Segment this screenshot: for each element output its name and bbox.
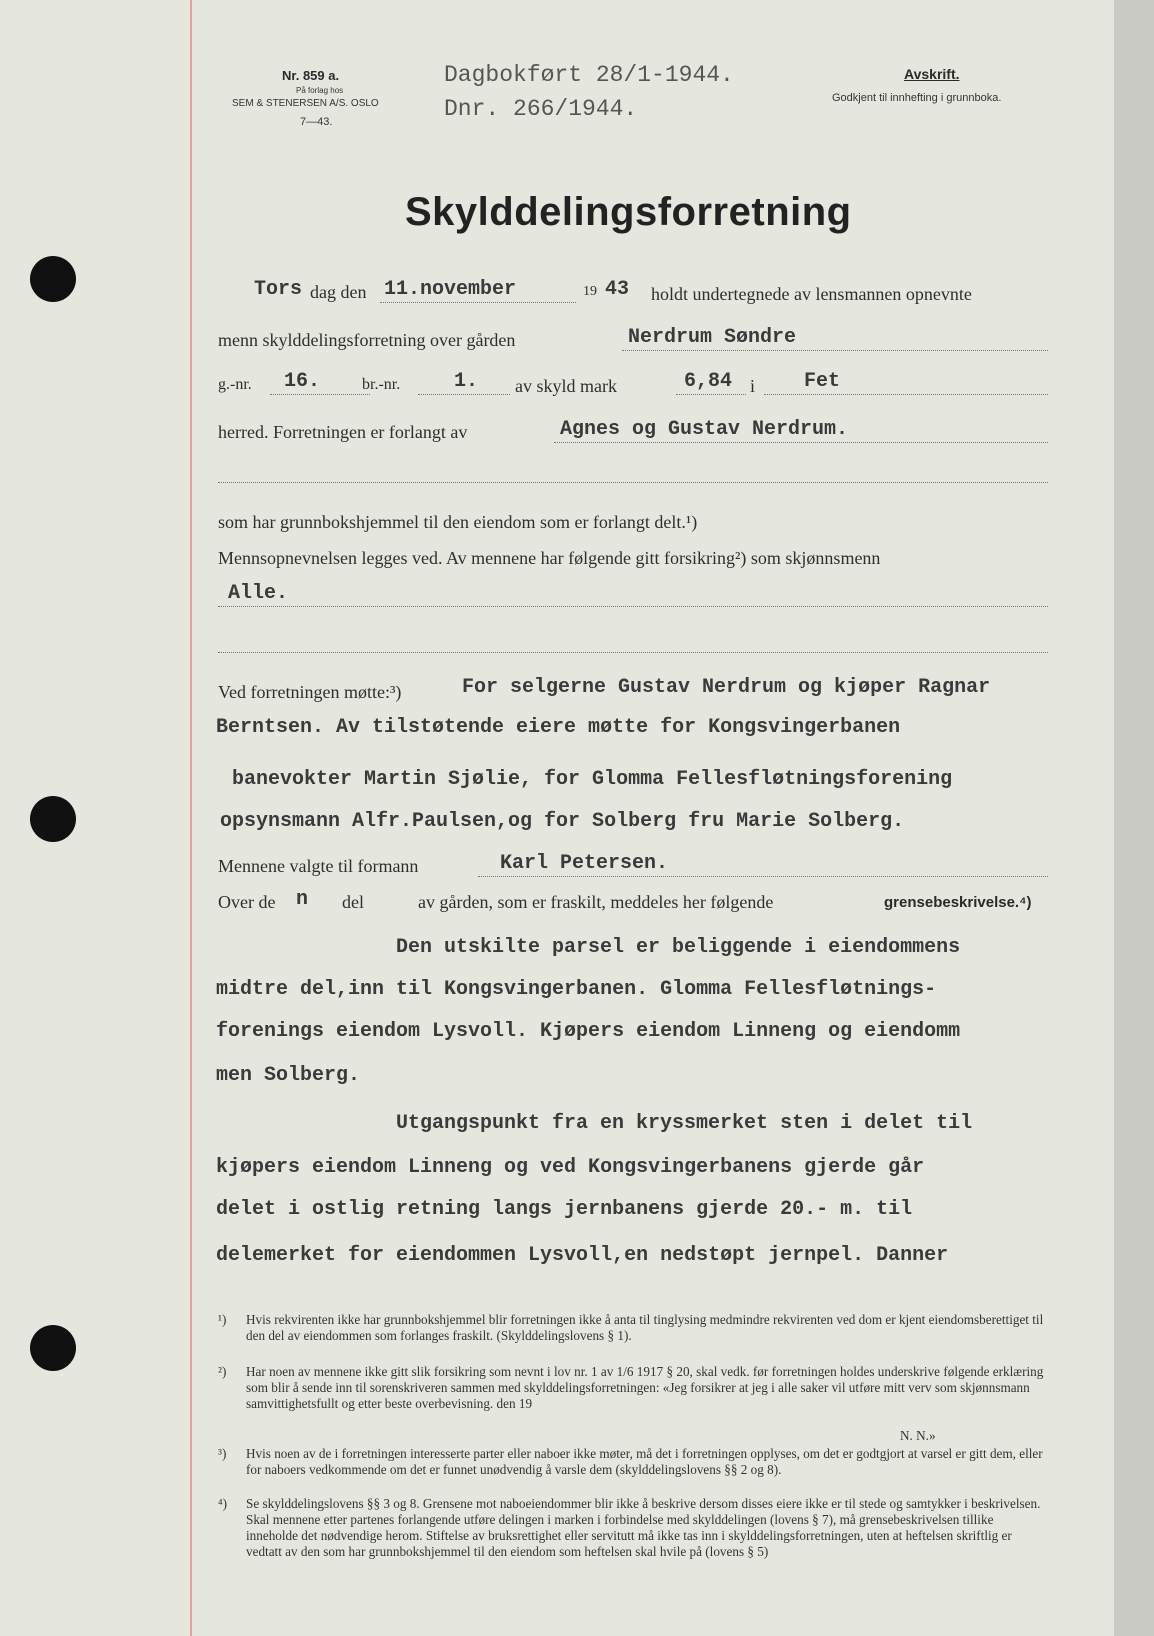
punch-hole (30, 796, 76, 842)
skyld-fill: 6,84 (684, 370, 733, 393)
fill-line (270, 394, 370, 395)
del-label: del (342, 892, 364, 912)
motte-fill: For selgerne Gustav Nerdrum og kjøper Ragnar (462, 676, 991, 699)
footnote (218, 1446, 1048, 1478)
hjemmel-text: som har grunnbokshjemmel til den eiendom som er forlangt delt.¹) (218, 512, 698, 532)
footnote-text: Se skylddelingslovens §§ 3 og 8. Grensene mot naboeiendommer blir ikke å beskrive dersom disses eiere ikke er til stede og samtykker i beskrivelsen. Skal mennene etter partenes forlangende utføre delingen i marken i forbindelse med skylddelingen (lovens § 7), må grensebeskrivelsen tillike inneholde det nødvendige herom. Stiftelse av bruksrettighet eller servitutt må ikke tas inn i skylddelingsforretningen, uten at heftelsen skriftlig er vedtatt av den som har grunnbokshjemmel til den eiendom som heftelsen skal hvile på (lovens § 5) (246, 1496, 1041, 1559)
skyld-label: av skyld mark (515, 376, 617, 396)
date-fill: 11.november (384, 278, 517, 301)
footnote (218, 1364, 1048, 1412)
punch-hole (30, 256, 76, 302)
motte-fill: opsynsmann Alfr.Paulsen,og for Solberg fru Marie Solberg. (220, 810, 905, 833)
footnote-number: ¹) (218, 1312, 227, 1327)
body-line: forenings eiendom Lysvoll. Kjøpers eiendom Linneng og eiendomm (216, 1020, 961, 1043)
gnr-label: g.-nr. (218, 376, 252, 393)
body-line: midtre del,inn til Kongsvingerbanen. Glomma Fellesfløtnings- (216, 978, 937, 1001)
day-fill: Tors (254, 278, 303, 301)
over-fill: n (296, 888, 309, 911)
body-line: Den utskilte parsel er beliggende i eiendommens (396, 936, 961, 959)
motte-label: Ved forretningen møtte:³) (218, 682, 402, 702)
over-label: Over de (218, 892, 276, 912)
motte-fill: banevokter Martin Sjølie, for Glomma Fellesfløtningsforening (232, 768, 953, 791)
footnote-text: Hvis rekvirenten ikke har grunnbokshjemmel blir forretningen ikke å anta til tinglysing medmindre rekvirenten ved dom er kjent eiendomsberettiget til den del av eiendommen som forlanges fraskilt. (Skylddelingslovens § 1). (246, 1312, 1044, 1343)
body-line: delemerket for eiendommen Lysvoll,en nedstøpt jernpel. Danner (216, 1244, 949, 1267)
body-line: kjøpers eiendom Linneng og ved Kongsvingerbanens gjerde går (216, 1156, 925, 1179)
grense-text: av gården, som er fraskilt, meddeles her følgende (418, 892, 774, 912)
footnote-number: ²) (218, 1364, 227, 1379)
grense-heading: grensebeskrivelse.⁴) (884, 894, 1032, 911)
fill-line (478, 876, 1048, 877)
margin-line (190, 0, 192, 1636)
footnote (218, 1312, 1048, 1344)
punch-hole (30, 1325, 76, 1371)
requester-fill: Agnes og Gustav Nerdrum. (560, 418, 849, 441)
alle-fill: Alle. (228, 582, 289, 605)
footnote-number: ⁴) (218, 1496, 227, 1511)
footnote-number: ³) (218, 1446, 227, 1461)
signature-placeholder: N. N.» (900, 1428, 936, 1443)
blank-line (218, 482, 1048, 483)
fill-line (676, 394, 746, 395)
date-code: 7—43. (300, 116, 333, 128)
bnr-label: br.-nr. (362, 376, 401, 393)
fill-line (554, 442, 1048, 443)
footnote-text: Har noen av mennene ikke gitt slik forsikring som nevnt i lov nr. 1 av 1/6 1917 § 20, skal vedk. før forretningen holdes underskrive følgende erklæring som blir å sende inn til sorenskriveren sammen med skylddelingsforretningen: «Jeg forsikrer at jeg i alle saker vil utføre mitt verv som skjønnsmann samvittighetsfullt og etter beste overbevisning. den 19 (246, 1364, 1044, 1411)
publisher-name: SEM & STENERSEN A/S. OSLO (232, 98, 379, 109)
blank-line (218, 652, 1048, 653)
footnote-text: Hvis noen av de i forretningen interesserte parter eller naboer ikke møter, må det i forretningen opplyses, om det er godtgjort at varsel er gitt dem, eller for naboers vedkommende om det er funnet unødvendig å varsle dem (skylddelingslovens §§ 2 og 8). (246, 1446, 1043, 1477)
year-fill: 43 (605, 278, 630, 301)
page-title: Skylddelingsforretning (405, 190, 852, 234)
formann-label: Mennene valgte til formann (218, 856, 419, 876)
fill-line (764, 394, 1048, 395)
registration-number: Dnr. 266/1944. (444, 96, 638, 122)
mennsop-text: Mennsopnevnelsen legges ved. Av mennene har følgende gitt forsikring²) som skjønnsmenn (218, 548, 881, 568)
registration-stamp: Dagbokført 28/1-1944. (444, 62, 734, 88)
formann-fill: Karl Petersen. (500, 852, 669, 875)
dag-den-label: dag den (310, 282, 367, 302)
approval-note: Godkjent til innhefting i grunnboka. (832, 92, 1002, 104)
form-number: Nr. 859 a. (282, 68, 340, 83)
farm-fill: Nerdrum Søndre (628, 326, 797, 349)
fill-line (418, 394, 510, 395)
body-line: delet i ostlig retning langs jernbanens gjerde 20.- m. til (216, 1198, 913, 1221)
body-line: men Solberg. (216, 1064, 361, 1087)
footnote (218, 1428, 1048, 1444)
motte-fill: Berntsen. Av tilstøtende eiere møtte for Kongsvingerbanen (216, 716, 901, 739)
fill-line (218, 606, 1048, 607)
fill-line (380, 302, 576, 303)
held-text: holdt undertegnede av lensmannen opnevnte (651, 284, 972, 304)
men-text: menn skylddelingsforretning over gården (218, 330, 516, 350)
place-fill: Fet (804, 370, 841, 393)
bnr-fill: 1. (454, 370, 479, 393)
publisher-line: På forlag hos (296, 86, 344, 95)
body-line: Utgangspunkt fra en kryssmerket sten i delet til (396, 1112, 973, 1135)
herred-text: herred. Forretningen er forlangt av (218, 422, 468, 442)
year-prefix: 19 (583, 284, 597, 299)
gnr-fill: 16. (284, 370, 321, 393)
copy-label: Avskrift. (904, 66, 960, 82)
fill-line (622, 350, 1048, 351)
footnote (218, 1496, 1048, 1560)
i-label: i (750, 376, 756, 396)
